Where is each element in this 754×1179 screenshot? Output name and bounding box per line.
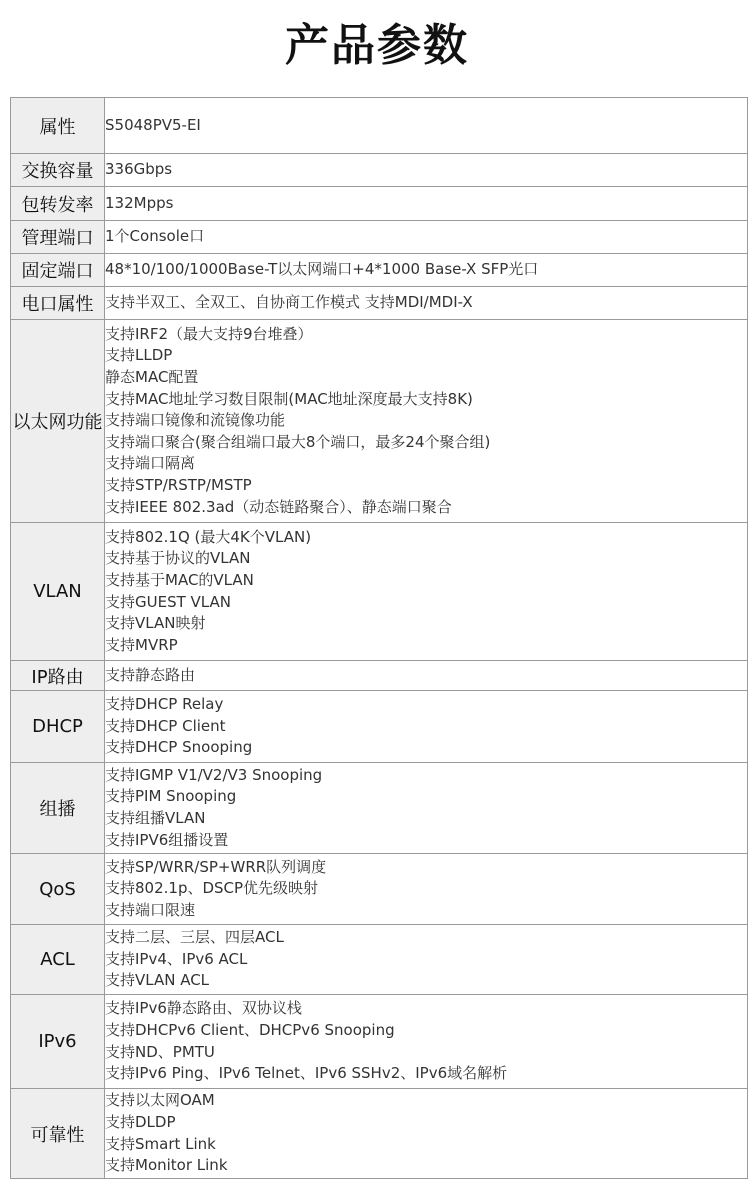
spec-label: DHCP (11, 691, 105, 763)
spec-value-line: 1个Console口 (105, 227, 205, 246)
spec-label: 组播 (11, 763, 105, 854)
spec-row (11, 320, 748, 523)
spec-row (11, 925, 748, 995)
spec-value-line: 132Mpps (105, 193, 174, 212)
page-title: 产品参数 (285, 20, 469, 71)
spec-value-line: 支持DHCPv6 Client、DHCPv6 Snooping (105, 1020, 395, 1039)
spec-value-line: 支持PIM Snooping (105, 787, 237, 806)
spec-value (105, 925, 748, 995)
spec-value-line: 支持端口限速 (105, 900, 196, 919)
spec-value (105, 98, 748, 154)
spec-value (105, 221, 748, 254)
spec-value-line: 支持IEEE 802.3ad（动态链路聚合）、静态端口聚合 (105, 497, 452, 516)
spec-table-body (11, 98, 748, 1179)
spec-value-line: 支持端口镜像和流镜像功能 (105, 411, 286, 430)
spec-value-line: 支持IPV6组播设置 (105, 830, 229, 849)
spec-value-line: 支持Smart Link (105, 1134, 216, 1153)
spec-row (11, 154, 748, 187)
spec-value-line: 支持以太网OAM (105, 1091, 215, 1110)
spec-table (10, 97, 748, 1179)
spec-label: IPv6 (11, 995, 105, 1089)
spec-row (11, 221, 748, 254)
spec-value-line: 支持DLDP (105, 1112, 176, 1131)
spec-value-line: 支持端口隔离 (105, 454, 196, 473)
spec-value (105, 995, 748, 1089)
spec-label: ACL (11, 925, 105, 995)
spec-value-line: 336Gbps (105, 160, 173, 179)
spec-label: 属性 (11, 98, 105, 154)
spec-value-line: 支持Monitor Link (105, 1156, 228, 1175)
spec-value-line: 支持IPv6静态路由、双协议栈 (105, 999, 302, 1018)
spec-row (11, 187, 748, 221)
spec-row (11, 1089, 748, 1179)
spec-row (11, 995, 748, 1089)
spec-value-line: 支持IPv6 Ping、IPv6 Telnet、IPv6 SSHv2、IPv6域名解析 (105, 1064, 508, 1083)
spec-row (11, 854, 748, 925)
spec-value-line: 支持基于MAC的VLAN (105, 570, 254, 589)
spec-value-line: 支持VLAN ACL (105, 971, 210, 990)
spec-value (105, 187, 748, 221)
spec-value (105, 254, 748, 287)
spec-row (11, 661, 748, 691)
spec-value-line: 支持802.1Q (最大4K个VLAN) (105, 527, 312, 546)
spec-value (105, 287, 748, 320)
spec-label: QoS (11, 854, 105, 925)
spec-row (11, 523, 748, 661)
spec-label: 包转发率 (11, 187, 105, 221)
spec-label: IP路由 (11, 661, 105, 691)
spec-value (105, 763, 748, 854)
spec-value-line: 静态MAC配置 (105, 368, 199, 387)
spec-value-line: 支持MVRP (105, 635, 178, 654)
spec-label: 固定端口 (11, 254, 105, 287)
spec-value-line: 支持IRF2（最大支持9台堆叠） (105, 324, 313, 343)
spec-value (105, 1089, 748, 1179)
spec-label: 管理端口 (11, 221, 105, 254)
spec-value-line: 支持基于协议的VLAN (105, 549, 251, 568)
spec-value-line: 支持LLDP (105, 346, 173, 365)
spec-value-line: 支持半双工、全双工、自协商工作模式 支持MDI/MDI-X (105, 293, 473, 312)
spec-value-line: 48*10/100/1000Base-T以太网端口+4*1000 Base-X SFP光口 (105, 260, 539, 279)
spec-label: 以太网功能 (11, 320, 105, 523)
spec-row (11, 98, 748, 154)
spec-value-line: 支持端口聚合(聚合组端口最大8个端口，最多24个聚合组) (105, 432, 491, 451)
spec-row (11, 254, 748, 287)
spec-value-line: 支持静态路由 (105, 665, 196, 684)
spec-row (11, 763, 748, 854)
spec-value (105, 661, 748, 691)
spec-value-line: 支持STP/RSTP/MSTP (105, 475, 252, 494)
spec-value-line: 支持802.1p、DSCP优先级映射 (105, 879, 319, 898)
spec-value-line: 支持DHCP Snooping (105, 738, 253, 757)
spec-value-line: 支持二层、三层、四层ACL (105, 928, 284, 947)
spec-row (11, 287, 748, 320)
spec-value-line: 支持DHCP Relay (105, 695, 224, 714)
spec-label: 可靠性 (11, 1089, 105, 1179)
spec-value-line: 支持IPv4、IPv6 ACL (105, 949, 248, 968)
spec-value-line: 支持IGMP V1/V2/V3 Snooping (105, 765, 323, 784)
spec-value-line: 支持VLAN映射 (105, 614, 206, 633)
spec-label: VLAN (11, 523, 105, 661)
spec-value-line: 支持DHCP Client (105, 716, 226, 735)
spec-value (105, 691, 748, 763)
spec-value-line: 支持GUEST VLAN (105, 592, 231, 611)
spec-value-line: 支持组播VLAN (105, 809, 206, 827)
spec-value (105, 523, 748, 661)
spec-value (105, 854, 748, 925)
spec-value-line: 支持ND、PMTU (105, 1042, 215, 1061)
spec-label: 交换容量 (11, 154, 105, 187)
spec-value (105, 320, 748, 523)
spec-row (11, 691, 748, 763)
spec-value-line: 支持MAC地址学习数目限制(MAC地址深度最大支持8K) (105, 389, 473, 408)
spec-label: 电口属性 (11, 287, 105, 320)
spec-value-line: S5048PV5-EI (105, 115, 201, 134)
spec-value (105, 154, 748, 187)
spec-value-line: 支持SP/WRR/SP+WRR队列调度 (105, 857, 327, 876)
